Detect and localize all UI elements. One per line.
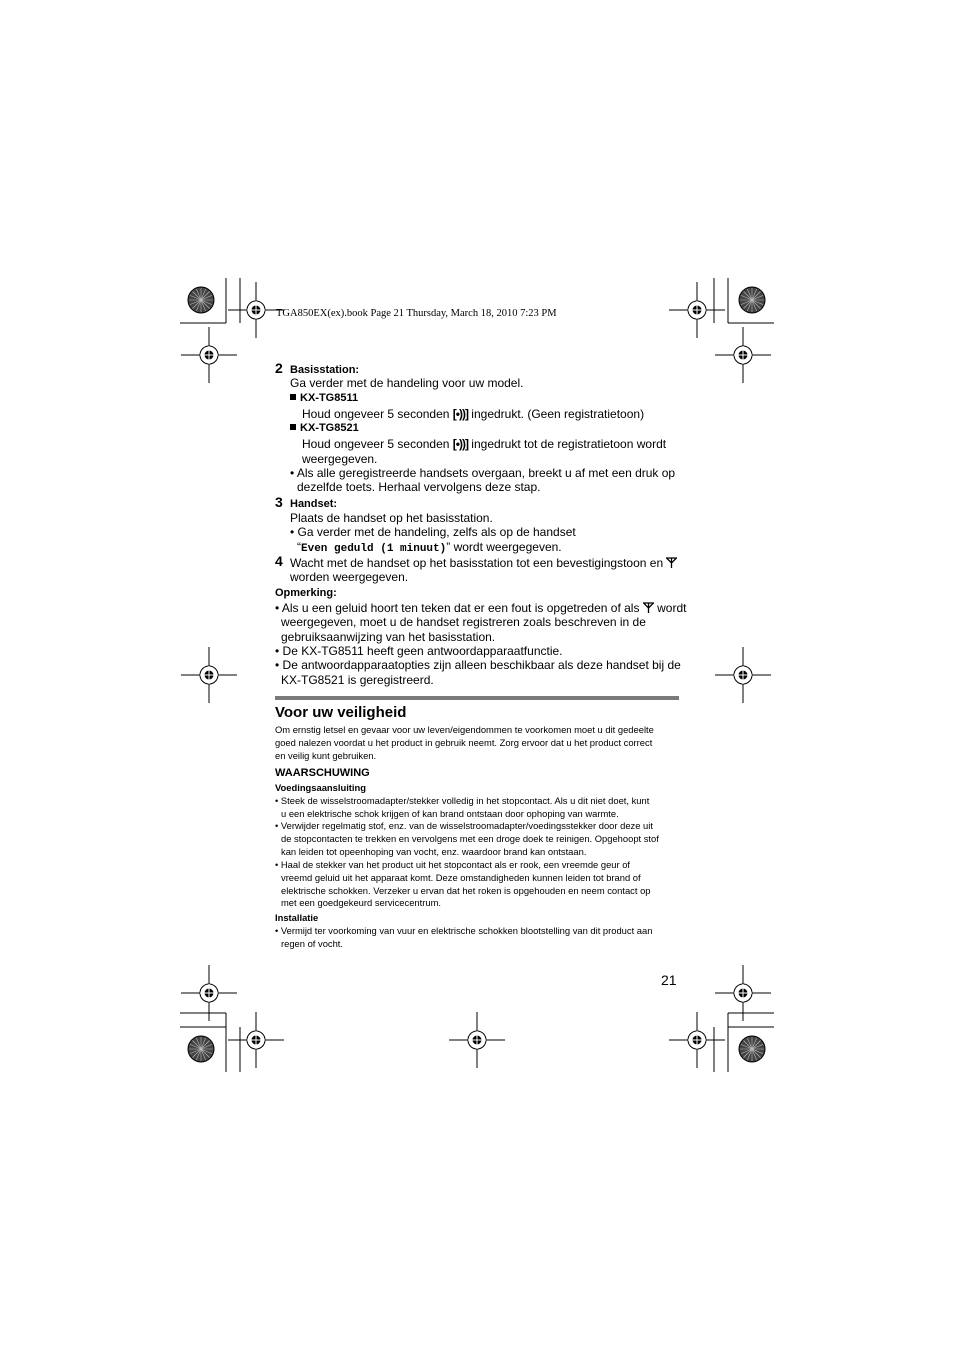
square-bullet-icon	[290, 424, 296, 430]
safety-intro: en veilig kunt gebruiken.	[275, 750, 377, 761]
square-bullet-icon	[290, 394, 296, 400]
safety-bullet: • Steek de wisselstroomadapter/stekker volledig in het stopcontact. Als u dit niet doet, kunt	[275, 795, 650, 806]
display-message: Even geduld (1 minuut)	[301, 543, 447, 555]
safety-bullet: kan leiden tot opeenhoping van vocht, enz. waardoor brand kan ontstaan.	[281, 846, 587, 857]
page-number: 21	[661, 972, 677, 988]
note-bullet: • De antwoordapparaatopties zijn alleen beschikbaar als deze handset bij de	[275, 658, 681, 672]
bullet-text: dezelfde toets. Herhaal vervolgens deze stap.	[297, 480, 541, 494]
note-bullet: weergegeven, moet u de handset registreren zoals beschreven in de	[281, 615, 646, 629]
safety-bullet: regen of vocht.	[281, 938, 344, 949]
model-label: KX-TG8521	[290, 421, 359, 435]
step-number: 3	[275, 494, 283, 510]
bullet-text: • Als alle geregistreerde handsets overgaan, breekt u af met een druk op	[290, 466, 676, 480]
model-label: KX-TG8511	[290, 391, 358, 405]
step-number: 4	[275, 553, 283, 569]
safety-bullet: elektrische schokken. Verzeker u ervan dat het roken is opgehouden en neem contact op	[281, 885, 651, 896]
subsection-heading: Voedingsaansluiting	[275, 782, 366, 793]
subsection-heading: Installatie	[275, 912, 319, 923]
note-bullet: • De KX-TG8511 heeft geen antwoordapparaatfunctie.	[275, 644, 563, 658]
locator-key-icon: [•))]	[452, 407, 468, 421]
safety-bullet: • Vermijd ter voorkoming van vuur en elektrische schokken blootstelling van dit product aan	[275, 925, 653, 936]
note-bullet: • Als u een geluid hoort ten teken dat er een fout is opgetreden of als wordt	[275, 601, 687, 615]
safety-bullet: de stopcontacten te trekken en vervolgens met een droge doek te reinigen. Opgehoopt stof	[281, 833, 659, 844]
safety-bullet: vreemd geluid uit het apparaat komt. Deze omstandigheden kunnen leiden tot brand of	[281, 872, 641, 883]
safety-bullet: met een goedgekeurd servicecentrum.	[281, 897, 441, 908]
step-text: Houd ongeveer 5 seconden [•))] ingedrukt tot de registratietoon wordt	[302, 437, 667, 451]
safety-bullet: u een elektrische schok krijgen of kan brand ontstaan door ophoping van warmte.	[281, 808, 619, 819]
step-text: Ga verder met de handeling voor uw model.	[290, 376, 524, 390]
print-info-header: TGA850EX(ex).book Page 21 Thursday, March 18, 2010 7:23 PM	[276, 308, 557, 319]
antenna-icon	[643, 602, 654, 613]
step-text: Plaats de handset op het basisstation.	[290, 511, 493, 525]
warning-heading: WAARSCHUWING	[275, 767, 370, 779]
section-divider	[275, 696, 679, 700]
note-title: Opmerking:	[275, 587, 337, 599]
step-text: Wacht met de handset op het basisstation tot een bevestigingstoon en	[290, 556, 677, 570]
safety-intro: goed nalezen voordat u het product in gebruik neemt. Zorg ervoor dat u het product correct	[275, 737, 653, 748]
step-text: worden weergegeven.	[290, 570, 409, 584]
safety-intro: Om ernstig letsel en gevaar voor uw leven/eigendommen te voorkomen moet u dit gedeelte	[275, 724, 654, 735]
step-number: 2	[275, 360, 283, 376]
step-title: Handset:	[290, 498, 338, 510]
locator-key-icon: [•))]	[452, 437, 468, 451]
step-title: Basisstation:	[290, 364, 360, 376]
antenna-icon	[666, 557, 677, 568]
bullet-text: “Even geduld (1 minuut)” wordt weergegeven.	[297, 540, 562, 555]
step-text: weergegeven.	[302, 452, 378, 466]
note-bullet: gebruiksaanwijzing van het basisstation.	[281, 630, 496, 644]
section-title: Voor uw veiligheid	[275, 704, 407, 721]
note-bullet: KX-TG8521 is geregistreerd.	[281, 673, 434, 687]
bullet-text: • Ga verder met de handeling, zelfs als op de handset	[290, 525, 576, 539]
safety-bullet: • Haal de stekker van het product uit het stopcontact als er rook, een vreemde geur of	[275, 859, 631, 870]
step-text: Houd ongeveer 5 seconden [•))] ingedrukt. (Geen registratietoon)	[302, 407, 645, 421]
safety-bullet: • Verwijder regelmatig stof, enz. van de wisselstroomadapter/voedingsstekker door deze uit	[275, 820, 653, 831]
